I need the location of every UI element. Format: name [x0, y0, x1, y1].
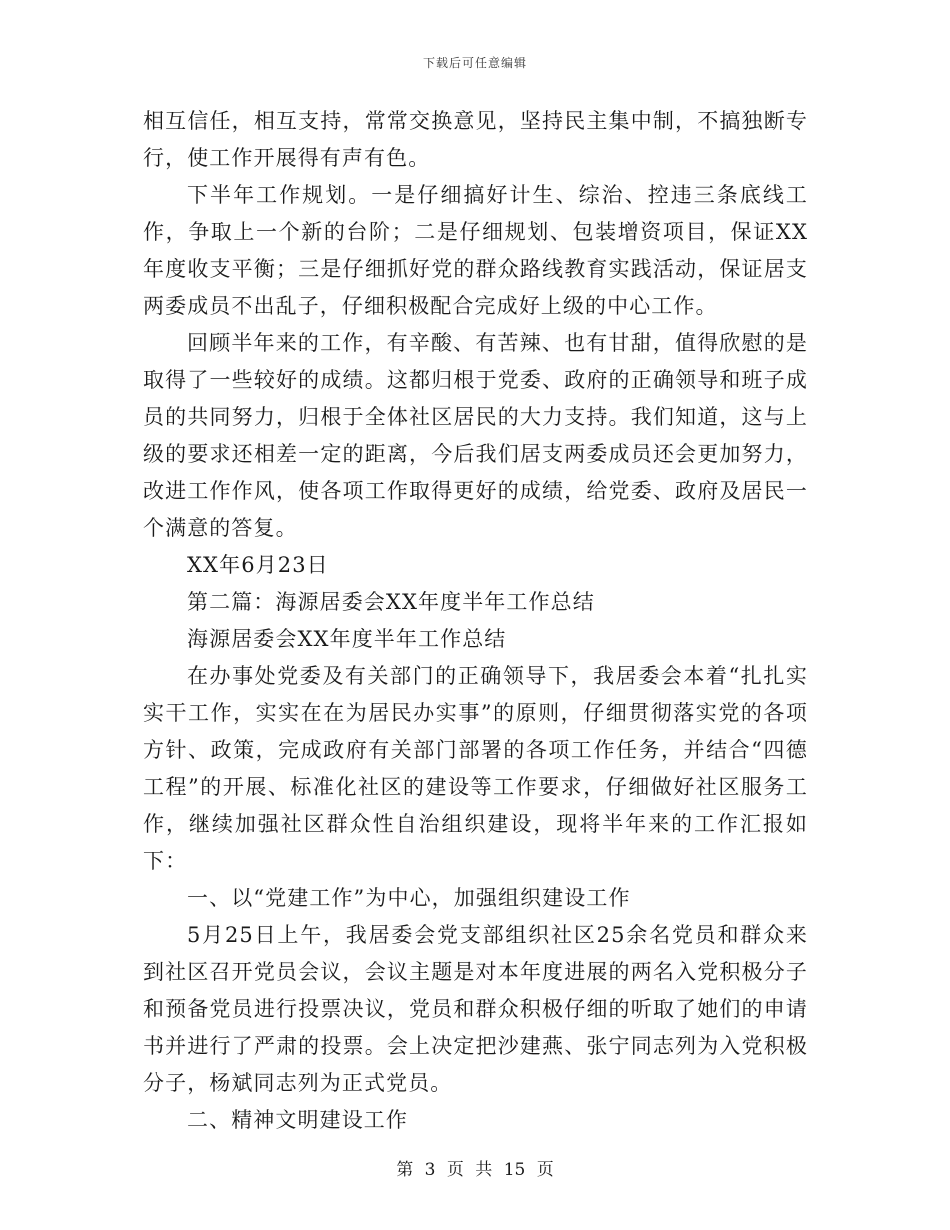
- paragraph-second-half-plan: 下半年工作规划。一是仔细搞好计生、综治、控违三条底线工作，争取上一个新的台阶；二是仔细规划、包装增资项目，保证XX年度收支平衡；三是仔细抓好党的群众路线教育实践活动，保证居支两委成员不出乱子，仔细积极配合完成好上级的中心工作。: [143, 183, 808, 318]
- date-line: XX年6月23日: [187, 553, 329, 577]
- header-note: 下载后可任意编辑: [422, 56, 527, 70]
- paragraph-continuation: 相互信任，相互支持，常常交换意见，坚持民主集中制，不搞独断专行，使工作开展得有声有色。: [143, 109, 808, 170]
- chapter-heading: 第二篇：海源居委会XX年度半年工作总结: [187, 590, 595, 614]
- document-title: 海源居委会XX年度半年工作总结: [187, 627, 507, 651]
- page-number: 第 3 页 共 15 页: [396, 1160, 554, 1180]
- document-body: [143, 103, 808, 1139]
- section-heading-civilization: 二、精神文明建设工作: [187, 1108, 408, 1132]
- paragraph-party-meeting: 5月25日上午，我居委会党支部组织社区25余名党员和群众来到社区召开党员会议，会议主题是对本年度进展的两名入党积极分子和预备党员进行投票决议，党员和群众积极仔细的听取了她们的申请书并进行了严肃的投票。会上决定把沙建燕、张宁同志列为入党积极分子，杨斌同志列为正式党员。: [143, 923, 808, 1095]
- paragraph-intro: 在办事处党委及有关部门的正确领导下，我居委会本着“扎扎实实干工作，实实在在为居民办实事”的原则，仔细贯彻落实党的各项方针、政策，完成政府有关部门部署的各项工作任务，并结合“四德工程”的开展、标准化社区的建设等工作要求，仔细做好社区服务工作，继续加强社区群众性自治组织建设，现将半年来的工作汇报如下：: [143, 664, 808, 873]
- section-heading-party-building: 一、以“党建工作”为中心，加强组织建设工作: [187, 886, 631, 910]
- paragraph-review: 回顾半年来的工作，有辛酸、有苦辣、也有甘甜，值得欣慰的是取得了一些较好的成绩。这都归根于党委、政府的正确领导和班子成员的共同努力，归根于全体社区居民的大力支持。我们知道，这与上级的要求还相差一定的距离，今后我们居支两委成员还会更加努力，改进工作作风，使各项工作取得更好的成绩，给党委、政府及居民一个满意的答复。: [143, 331, 808, 540]
